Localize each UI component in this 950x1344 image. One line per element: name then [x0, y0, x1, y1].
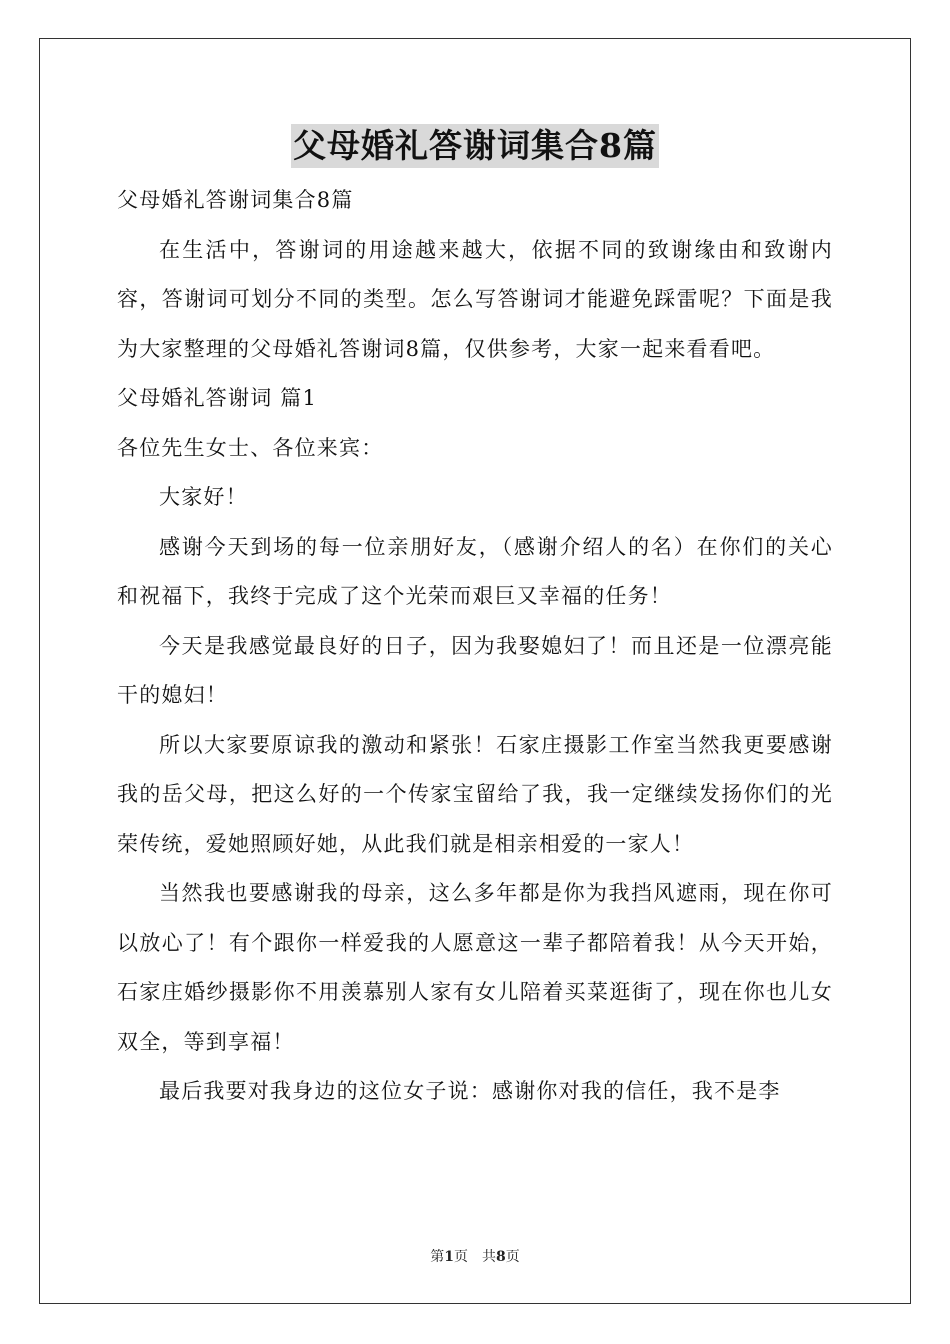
section-heading: 父母婚礼答谢词 篇1 — [117, 386, 318, 410]
title-container — [0, 124, 950, 168]
document-body — [117, 176, 833, 1117]
page-unit: 页 — [454, 1249, 468, 1265]
page-current: 1 — [444, 1249, 454, 1265]
paragraph-subtitle: 父母婚礼答谢词集合8篇 — [117, 188, 354, 212]
paragraph-body: 最后我要对我身边的这位女子说：感谢你对我的信任，我不是李 — [159, 1079, 781, 1103]
page-prefix: 第 — [430, 1249, 445, 1265]
paragraph-body: 当然我也要感谢我的母亲，这么多年都是你为我挡风遮雨，现在你可以放心了！有个跟你一样爱我的人愿意这一辈子都陪着我！从今天开始，石家庄婚纱摄影你不用羡慕别人家有女儿陪着买菜逛街了，现在你也儿女双全，等到享福！ — [117, 881, 833, 1054]
paragraph-body: 所以大家要原谅我的激动和紧张！石家庄摄影工作室当然我更要感谢我的岳父母，把这么好的一个传家宝留给了我，我一定继续发扬你们的光荣传统，爱她照顾好她，从此我们就是相亲相爱的一家人！ — [117, 732, 833, 856]
paragraph-body: 感谢今天到场的每一位亲朋好友，（感谢介绍人的名）在你们的关心和祝福下，我终于完成了这个光荣而艰巨又幸福的任务！ — [117, 534, 833, 608]
total-unit: 页 — [505, 1249, 520, 1265]
document-title: 父母婚礼答谢词集合8篇 — [291, 124, 659, 168]
total-prefix: 共 — [482, 1249, 496, 1265]
paragraph-salutation: 各位先生女士、各位来宾： — [117, 435, 384, 460]
paragraph-body: 今天是我感觉最良好的日子，因为我娶媳妇了！而且还是一位漂亮能干的媳妇！ — [117, 633, 833, 707]
paragraph-intro: 在生活中，答谢词的用途越来越大，依据不同的致谢缘由和致谢内容，答谢词可划分不同的类型。怎么写答谢词才能避免踩雷呢？下面是我为大家整理的父母婚礼答谢词8篇，仅供参考，大家一起来看看吧。 — [117, 237, 833, 361]
page-footer — [0, 1248, 950, 1266]
paragraph-greeting: 大家好！ — [159, 485, 248, 509]
page-total: 8 — [496, 1249, 506, 1265]
